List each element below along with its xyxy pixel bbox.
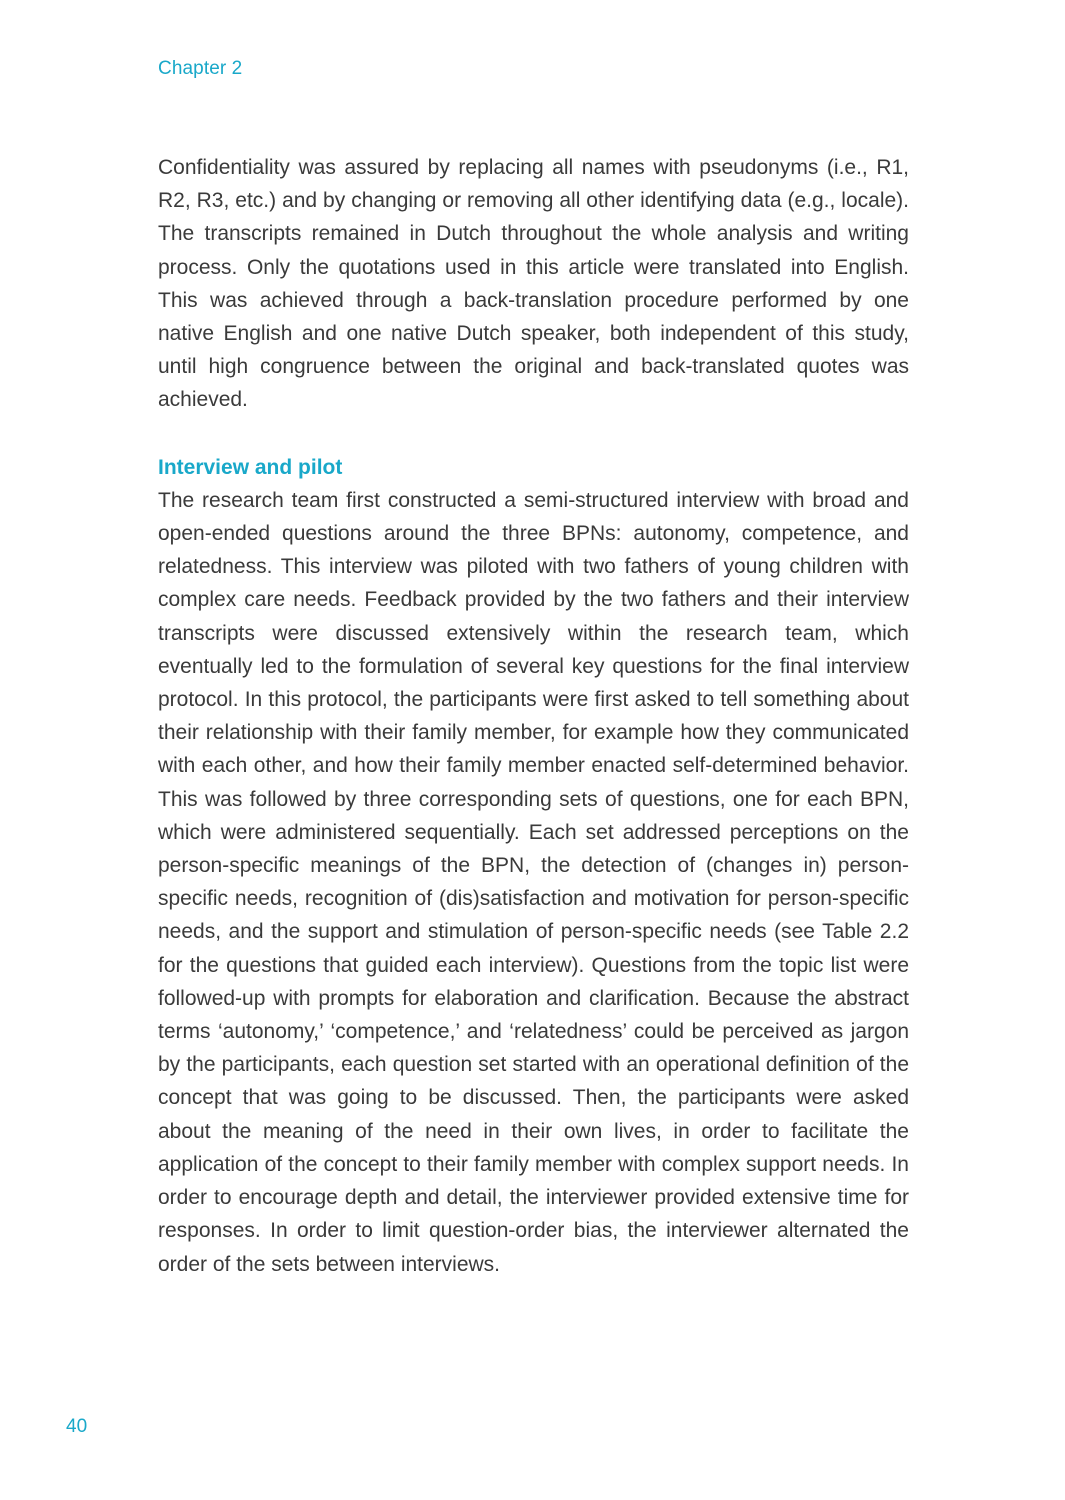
section-heading: Interview and pilot — [158, 455, 343, 479]
body-paragraph-confidentiality: Confidentiality was assured by replacing all names with pseudonyms (i.e., R1, R2, R3, etc.) and by changing or removing all other identifying data (e.g., locale). The transcripts remained in Dutch throughout the whole analysis and writing process. Only the quotations used in this article were translated into English. This was achieved through a back-translation procedure performed by one native English and one native Dutch speaker, both independent of this study, until high congruence between the original and back-translated quotes was achieved. — [158, 156, 909, 412]
page-number: 40 — [66, 1416, 88, 1437]
running-head: Chapter 2 — [158, 58, 243, 79]
body-paragraph-interview: The research team first constructed a semi-structured interview with broad and open-ended questions around the three BPNs: autonomy, competence, and relatedness. This interview was piloted with two fathers of young children with complex care needs. Feedback provided by the two fathers and their interview transcripts were discussed extensively within the research team, which eventually led to the formulation of several key questions for the final interview protocol. In this protocol, the participants were first asked to tell something about their relationship with their family member, for example how they communicated with each other, and how their family member enacted self-determined behavior. This was followed by three corresponding sets of questions, one for each BPN, which were administered sequentially. Each set addressed perceptions on the person-specific meanings of the BPN, the detection of (changes in) person-specific needs, recognition of (dis)satisfaction and motivation for person-specific needs, and the support and stimulation of person-specific needs (see Table 2.2 for the questions that guided each interview). Questions from the topic list were followed-up with prompts for elaboration and clarification. Because the abstract terms ‘autonomy,’ ‘competence,’ and ‘relatedness’ could be perceived as jargon by the participants, each question set started with an operational definition of the concept that was going to be discussed. Then, the participants were asked about the meaning of the need in their own lives, in order to facilitate the application of the concept to their family member with complex support needs. In order to encourage depth and detail, the interviewer provided extensive time for responses. In order to limit question-order bias, the interviewer alternated the order of the sets between interviews. — [158, 488, 909, 1276]
page-content — [158, 151, 909, 1281]
